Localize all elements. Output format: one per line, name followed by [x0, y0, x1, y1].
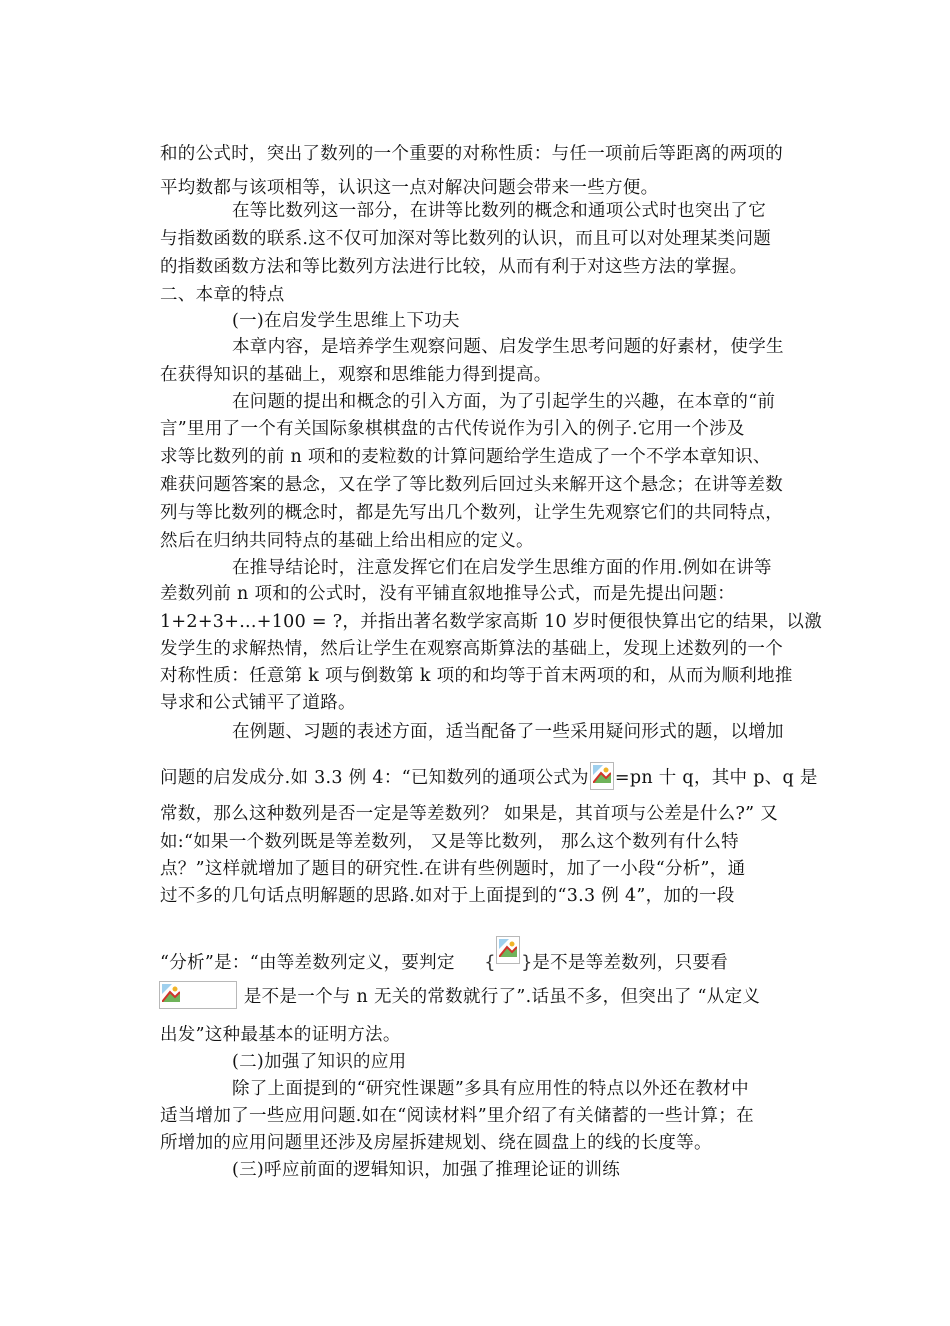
text-line: 导求和公式铺平了道路。: [160, 693, 356, 713]
text-line: 的指数函数方法和等比数列方法进行比较，从而有利于对这些方法的掌握。: [160, 257, 748, 277]
text-line: 在获得知识的基础上，观察和思维能力得到提高。: [160, 365, 552, 385]
text-fragment: “分析”是：“由等差数列定义，要判定: [160, 953, 455, 973]
text-line: 然后在归纳共同特点的基础上给出相应的定义。: [160, 531, 534, 551]
text-line: 发学生的求解热情，然后让学生在观察高斯算法的基础上，发现上述数列的一个: [160, 639, 783, 659]
text-line: 在问题的提出和概念的引入方面，为了引起学生的兴趣，在本章的“前: [232, 392, 776, 412]
text-line: 平均数都与该项相等，认识这一点对解决问题会带来一些方便。: [160, 178, 659, 198]
broken-image-icon: [496, 936, 520, 964]
text-line: 所增加的应用问题里还涉及房屋拆建规划、绕在圆盘上的线的长度等。: [160, 1133, 712, 1153]
text-line: [160, 936, 728, 974]
text-line: 如:“如果一个数列既是等差数列， 又是等比数列， 那么这个数列有什么特: [160, 832, 739, 852]
text-line: 对称性质：任意第 k 项与倒数第 k 项的和均等于首末两项的和，从而为顺利地推: [160, 666, 793, 686]
text-line: 在等比数列这一部分，在讲等比数列的概念和通项公式时也突出了它: [232, 201, 766, 221]
text-line: 言”里用了一个有关国际象棋棋盘的古代传说作为引入的例子.它用一个涉及: [160, 419, 745, 439]
text-line: 和的公式时，突出了数列的一个重要的对称性质：与任一项前后等距离的两项的: [160, 144, 783, 164]
text-line: 常数，那么这种数列是否一定是等差数列？ 如果是，其首项与公差是什么?” 又: [160, 804, 779, 824]
subsection-heading: (三)呼应前面的逻辑知识，加强了推理论证的训练: [232, 1160, 621, 1180]
text-line: 在例题、习题的表述方面，适当配备了一些采用疑问形式的题，以增加: [232, 722, 784, 742]
text-line: 难获问题答案的悬念，又在学了等比数列后回过头来解开这个悬念；在讲等差数: [160, 475, 783, 495]
text-line: 与指数函数的联系.这不仅可加深对等比数列的认识，而且可以对处理某类问题: [160, 229, 772, 249]
text-line: 差数列前 n 项和的公式时，没有平铺直叙地推导公式，而是先提出问题：: [160, 584, 736, 604]
text-line: [158, 981, 760, 1009]
text-fragment: 是不是等差数列，只要看: [532, 953, 729, 973]
text-line: 点？”这样就增加了题目的研究性.在讲有些例题时，加了一小段“分析”，通: [160, 859, 746, 879]
text-line: 除了上面提到的“研究性课题”多具有应用性的特点以外还在教材中: [232, 1079, 749, 1099]
text-line: 出发”这种最基本的证明方法。: [160, 1025, 401, 1045]
text-line: 本章内容，是培养学生观察问题、启发学生思考问题的好素材，使学生: [232, 337, 784, 357]
text-fragment: 问题的启发成分.如 3.3 例 4：“已知数列的通项公式为: [160, 768, 589, 788]
broken-image-icon: [590, 762, 614, 790]
subsection-heading: (一)在启发学生思维上下功夫: [232, 311, 460, 331]
broken-image-icon: [159, 981, 237, 1009]
text-line: 在推导结论时，注意发挥它们在启发学生思维方面的作用.例如在讲等: [232, 558, 772, 578]
text-line: 列与等比数列的概念时，都是先写出几个数列，让学生先观察它们的共同特点，: [160, 503, 783, 523]
section-heading: 二、本章的特点: [160, 285, 285, 305]
subsection-heading: (二)加强了知识的应用: [232, 1052, 407, 1072]
text-fragment: =pn 十 q，其中 p、q 是: [614, 768, 818, 788]
text-fragment: 是不是一个与 n 无关的常数就行了”.话虽不多，但突出了 “从定义: [243, 987, 761, 1007]
text-line: 过不多的几句话点明解题的思路.如对于上面提到的“3.3 例 4”，加的一段: [160, 886, 735, 906]
text-line: 适当增加了一些应用问题.如在“阅读材料”里介绍了有关储蓄的一些计算；在: [160, 1106, 754, 1126]
text-line: 求等比数列的前 n 项和的麦粒数的计算问题给学生造成了一个不学本章知识、: [160, 447, 771, 467]
brace-open: {: [484, 953, 496, 973]
text-line: [160, 762, 818, 790]
brace-close: }: [521, 953, 533, 973]
text-line: 1+2+3+...+100 = ?，并指出著名数学家高斯 10 岁时便很快算出它的结果，以激: [160, 612, 823, 632]
